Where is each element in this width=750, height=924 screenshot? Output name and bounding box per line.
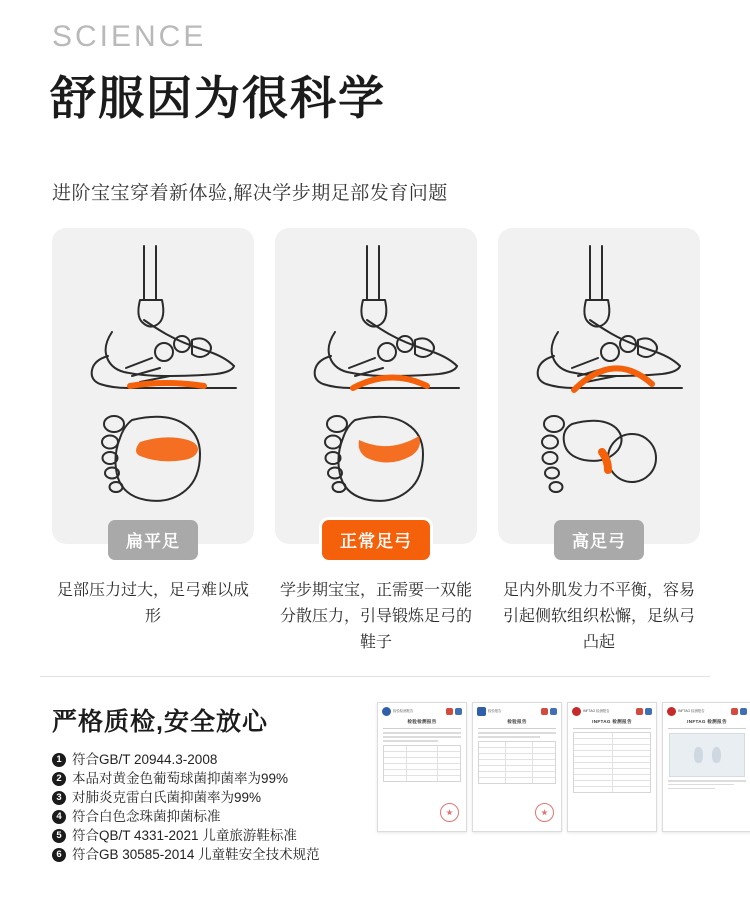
list-text: 符合GB/T 20944.3-2008 — [72, 751, 218, 767]
certificate-table — [383, 745, 461, 782]
list-text: 符合GB 30585-2014 儿童鞋安全技术规范 — [72, 846, 320, 862]
divider — [478, 728, 556, 729]
quality-section — [52, 702, 727, 864]
list-item — [52, 769, 342, 788]
list-number: 4 — [52, 810, 66, 824]
certificate-text-lines — [378, 732, 466, 742]
list-text: 符合白色念珠菌抑菌标准 — [72, 808, 221, 824]
list-number: 1 — [52, 753, 66, 767]
certificate-caption-lines — [663, 777, 750, 789]
certificate-header — [568, 703, 656, 718]
shoe-icon — [712, 747, 721, 763]
list-item — [52, 788, 342, 807]
certificate-agency-name: 检验报告 — [488, 709, 502, 714]
list-item — [52, 826, 342, 845]
divider — [668, 728, 746, 729]
list-item — [52, 807, 342, 826]
certificate-gallery — [377, 702, 750, 832]
certificate-title: 检验检测报告 — [407, 719, 437, 724]
certificate-marks — [541, 708, 557, 715]
test-report-certificate-2[interactable] — [472, 702, 562, 832]
divider — [383, 728, 461, 729]
list-item — [52, 845, 342, 864]
card-description: 学步期宝宝，正需要一双能分散压力，引导锻炼足弓的鞋子 — [279, 582, 472, 651]
product-photo — [669, 733, 745, 777]
foot-type-card — [52, 228, 254, 656]
page-title: 舒服因为很科学 — [50, 72, 386, 124]
list-number: 6 — [52, 848, 66, 862]
badge-wrap — [275, 520, 477, 560]
test-report-certificate-3[interactable] — [567, 702, 657, 832]
card-description: 足内外肌发力不平衡，容易引起侧软组织松懈，足纵弓凸起 — [502, 582, 695, 651]
list-text: 本品对黄金色葡萄球菌抑菌率为99% — [72, 770, 289, 786]
list-item — [52, 750, 342, 769]
agency-logo-icon — [382, 707, 391, 716]
badge-wrap — [52, 520, 254, 560]
section-divider — [40, 676, 710, 677]
quality-title: 严格质检,安全放心 — [52, 708, 268, 736]
certificate-text-lines — [473, 732, 561, 738]
certificate-marks — [636, 708, 652, 715]
official-stamp-icon — [535, 803, 554, 822]
certificate-header — [473, 703, 561, 718]
certificate-marks — [731, 708, 747, 715]
certificate-title: INFTAG 检测报告 — [592, 719, 632, 724]
flat-arch-foot-diagram — [52, 228, 254, 544]
shoe-icon — [694, 747, 703, 763]
eyebrow-text: SCIENCE — [52, 20, 207, 53]
quality-list — [52, 750, 342, 864]
certificate-table — [478, 741, 556, 784]
list-number: 3 — [52, 791, 66, 805]
normal-arch-foot-diagram — [275, 228, 477, 544]
certificate-title: INFTAG 检测报告 — [687, 719, 727, 724]
certificate-agency-name: INFTAG 检测报告 — [678, 709, 705, 714]
divider — [573, 728, 651, 729]
status-badge-active: 正常足弓 — [322, 520, 430, 560]
agency-logo-icon — [572, 707, 581, 716]
certificate-title: 检验报告 — [507, 719, 527, 724]
badge-wrap — [498, 520, 700, 560]
certificate-marks — [446, 708, 462, 715]
certificate-agency-name: INFTAG 检测报告 — [583, 709, 610, 714]
official-stamp-icon — [440, 803, 459, 822]
test-report-certificate-4[interactable] — [662, 702, 750, 832]
foot-type-card — [498, 228, 700, 656]
certificate-header — [378, 703, 466, 718]
list-text: 符合QB/T 4331-2021 儿童旅游鞋标准 — [72, 827, 297, 843]
list-number: 5 — [52, 829, 66, 843]
test-report-certificate-1[interactable] — [377, 702, 467, 832]
status-badge: 扁平足 — [108, 520, 198, 560]
certificate-header — [663, 703, 750, 718]
list-number: 2 — [52, 772, 66, 786]
agency-logo-icon — [477, 707, 486, 716]
certificate-agency-name: 检验检测报告 — [393, 709, 414, 714]
high-arch-foot-diagram — [498, 228, 700, 544]
agency-logo-icon — [667, 707, 676, 716]
list-text: 对肺炎克雷白氏菌抑菌率为99% — [72, 789, 262, 805]
certificate-table — [573, 732, 651, 793]
foot-type-card — [275, 228, 477, 656]
foot-type-cards — [52, 228, 700, 656]
status-badge: 高足弓 — [554, 520, 644, 560]
page-subtitle: 进阶宝宝穿着新体验,解决学步期足部发育问题 — [52, 183, 448, 204]
card-description: 足部压力过大，足弓难以成形 — [56, 582, 249, 625]
